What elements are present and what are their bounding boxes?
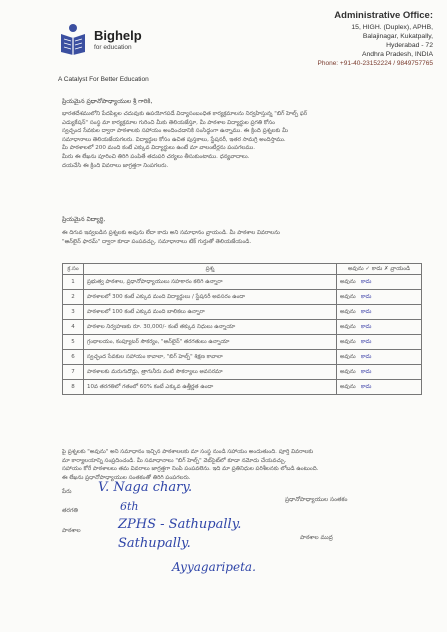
- row-number: 3: [63, 305, 84, 320]
- text-line: సమాధానాలు తెలియజేయగలరు. విద్యార్థుల కోసం ఉచిత పుస్తకాలు, స్టేషనరీ, ఇతర సామగ్రి అందిస్తాము.: [62, 136, 286, 143]
- row-question: స్వచ్ఛంద సేవకుల సహాయం కావాలా, "బిగ్ హెల్ప్" శిక్షణ కావాలా: [84, 350, 337, 365]
- row-answer: [337, 380, 422, 395]
- row-question: పాఠశాల నిర్వహణకు రూ. 30,000/- కంటే తక్కువ నిధులు ఉన్నాయా: [84, 320, 337, 335]
- answer-yes: అవును: [340, 279, 356, 285]
- row-question: పాఠశాలకు మరుగుదొడ్లు, త్రాగునీరు వంటి సౌకర్యాలు అవసరమా: [84, 365, 337, 380]
- handwritten-school: ZPHS - Sathupally.: [118, 517, 242, 532]
- greeting: ప్రియమైన ప్రధానోపాధ్యాయుల శ్రీ గారికి,: [62, 98, 153, 105]
- row-question: పాఠశాలలో 300 కంటే ఎక్కువ మంది విద్యార్థులు / స్టేషనరీ అవసరం ఉందా: [84, 290, 337, 305]
- answer-yes: అవును: [340, 294, 356, 300]
- note-paragraph: [62, 448, 425, 482]
- school-stamp-label: పాఠశాల ముద్ర: [300, 535, 333, 541]
- answer-yes: అవును: [340, 384, 356, 390]
- intro-paragraph: [62, 110, 425, 170]
- answer-yes: అవును: [340, 369, 356, 375]
- tagline: A Catalyst For Better Education: [58, 76, 149, 83]
- row-number: 6: [63, 350, 84, 365]
- handwritten-class: 6th: [120, 500, 139, 513]
- address-line: Hyderabad - 72: [386, 42, 433, 49]
- row-number: 1: [63, 275, 84, 290]
- row-question: పాఠశాలలో 100 కంటే ఎక్కువ మంది బాలికలు ఉన్నారా: [84, 305, 337, 320]
- answer-yes: అవును: [340, 324, 356, 330]
- answer-no: కాదు: [360, 279, 372, 285]
- answer-no: కాదు: [360, 369, 372, 375]
- name-label: పేరు: [62, 489, 72, 495]
- subheading: ప్రియమైన విద్యార్థి,: [62, 216, 106, 223]
- col-question-header: ప్రశ్న: [84, 264, 337, 275]
- row-question: ప్రభుత్వ పాఠశాల, ప్రధానోపాధ్యాయులు సహకారం కలిగి ఉన్నారా: [84, 275, 337, 290]
- row-answer: [337, 365, 422, 380]
- text-line: దయచేసి ఈ క్రింది వివరాలు జాగ్రత్తగా నింపగలరు.: [62, 162, 169, 169]
- text-line: భారతదేశములోని పేదపిల్లల చదువుకు ఉపయోగపడే విద్యాసంబంధిత కార్యక్రమాలను నిర్వహిస్తున్న "బిగ్ హెల్ప్ ఫర్: [62, 111, 308, 117]
- headmaster-signature-label: ప్రధానోపాధ్యాయుల సంతకం: [285, 497, 348, 503]
- table-row: [63, 290, 422, 305]
- handwritten-mandal: Ayyagaripeta.: [172, 560, 256, 574]
- brand-name: Bighelp: [94, 28, 142, 43]
- address-line: Balajinagar, Kukatpally,: [362, 33, 433, 40]
- answer-no: కాదు: [360, 339, 372, 345]
- answer-yes: అవును: [340, 339, 356, 345]
- row-answer: [337, 275, 422, 290]
- col-no-header: క్ర.సం: [63, 264, 84, 275]
- text-line: ఈ లేఖను ప్రధానోపాధ్యాయుల సంతకంతో తిరిగి పంపగలరు.: [62, 474, 191, 481]
- text-line: మీ పాఠశాలలో 200 మంది కంటే ఎక్కువ విద్యార్థులు ఉంటే మా వాలంటీర్లను పంపగలము.: [62, 145, 255, 152]
- office-title: Administrative Office:: [334, 10, 433, 21]
- phone-number: Phone: +91-40-23152224 / 9849757765: [317, 60, 433, 67]
- book-logo-icon: [58, 22, 88, 56]
- row-answer: [337, 320, 422, 335]
- row-answer: [337, 350, 422, 365]
- row-number: 5: [63, 335, 84, 350]
- text-line: పై ప్రశ్నలకు "అవును" అని సమాధానం ఇచ్చిన పాఠశాలలకు మా సంస్థ నుండి సహాయం అందుతుంది. పూర్తి వివరాలకు: [62, 449, 314, 455]
- address-line: Andhra Pradesh, INDIA: [361, 51, 433, 58]
- class-label: తరగతి: [62, 508, 78, 514]
- table-row: [63, 350, 422, 365]
- row-question: గ్రంథాలయం, కంప్యూటర్ సౌకర్యం, "ఆన్‌లైన్" తరగతులు ఉన్నాయా: [84, 335, 337, 350]
- logo: [58, 22, 176, 70]
- table-header-row: [63, 264, 422, 275]
- table-row: [63, 275, 422, 290]
- answer-yes: అవును: [340, 309, 356, 315]
- text-line: మా కార్యాలయాన్ని సంప్రదించండి. మీ సమాధానాలు "బిగ్ హెల్ప్" వెబ్‌సైట్‌లో కూడా నమోదు చేయవచ్చు.: [62, 457, 287, 464]
- address-line: 15, HIGH. (Duplex), APHB,: [351, 24, 433, 31]
- text-line: స్వచ్ఛంద సేవకుల ద్వారా పాఠశాలకు సహాయం అందించడానికి సంసిద్ధంగా ఉన్నాము. ఈ క్రింది ప్రశ్నలకు మీ: [62, 128, 289, 135]
- instructions: [62, 229, 425, 246]
- handwritten-village: Sathupally.: [118, 536, 191, 551]
- row-question: 10వ తరగతిలో గతంలో 60% కంటే ఎక్కువ ఉత్తీర్ణత ఉందా: [84, 380, 337, 395]
- answer-no: కాదు: [360, 324, 372, 330]
- answer-yes: అవును: [340, 354, 356, 360]
- text-line: "ఆన్‌లైన్ ఫారమ్" ద్వారా కూడా పంపవచ్చు. సమాధానాలు టిక్ గుర్తుతో తెలియజేయండి.: [62, 238, 252, 245]
- text-line: ఎడ్యుకేషన్" సంస్థ మా కార్యక్రమాల గురించి మీకు తెలియజేస్తూ, మీ పాఠశాల విద్యార్థుల ప్రగతి కోసం: [62, 119, 276, 126]
- table-row: [63, 335, 422, 350]
- table-row: [63, 305, 422, 320]
- table-row: [63, 365, 422, 380]
- questions-table: [62, 263, 422, 395]
- answer-no: కాదు: [360, 354, 372, 360]
- brand-sub: for education: [94, 44, 132, 51]
- answer-no: కాదు: [360, 294, 372, 300]
- row-answer: [337, 335, 422, 350]
- row-number: 2: [63, 290, 84, 305]
- text-line: మీరు ఈ లేఖను పూరించి తిరిగి పంపితే తదుపరి చర్యలు తీసుకుంటాము. ధన్యవాదాలు.: [62, 153, 250, 160]
- row-number: 7: [63, 365, 84, 380]
- row-answer: [337, 290, 422, 305]
- table-row: [63, 380, 422, 395]
- row-answer: [337, 305, 422, 320]
- text-line: ఈ దిగువ ఇవ్వబడిన ప్రశ్నలకు అవును లేదా కాదు అని సమాధానం వ్రాయండి. మీ పాఠశాల వివరాలను: [62, 230, 280, 236]
- handwritten-name: V. Naga chary.: [98, 480, 193, 495]
- row-number: 4: [63, 320, 84, 335]
- office-address: [318, 10, 433, 68]
- school-label: పాఠశాల: [62, 528, 81, 534]
- answer-no: కాదు: [360, 309, 372, 315]
- col-answer-header: అవును ✓ కాదు ✗ వ్రాయండి: [337, 264, 422, 275]
- table-row: [63, 320, 422, 335]
- text-line: సహాయం కోరే పాఠశాలలు తమ వివరాలు జాగ్రత్తగా నింపి పంపవలెను. ఇది మా ప్రతినిధుల పరిశీలనకు లోబడి ఉంటుంది.: [62, 466, 319, 473]
- answer-no: కాదు: [360, 384, 372, 390]
- row-number: 8: [63, 380, 84, 395]
